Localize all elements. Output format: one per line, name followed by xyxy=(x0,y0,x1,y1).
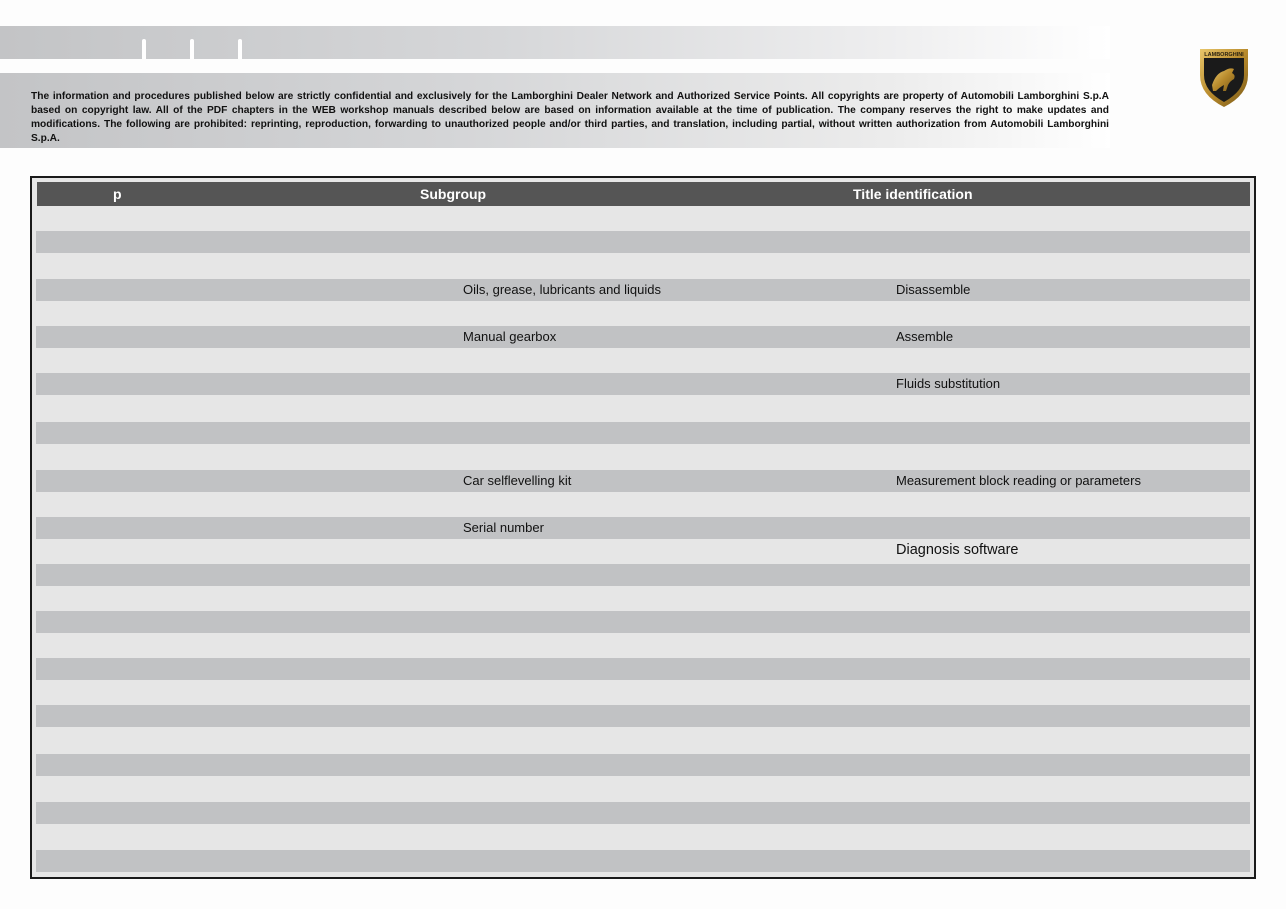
table-row xyxy=(36,850,1250,872)
header-tick xyxy=(142,39,146,59)
table-row xyxy=(36,422,1250,444)
title-cell[interactable]: Disassemble xyxy=(896,282,971,297)
table-row xyxy=(36,326,1250,348)
table-row xyxy=(36,658,1250,680)
table-row xyxy=(36,373,1250,395)
table-row xyxy=(36,517,1250,539)
table-row xyxy=(36,754,1250,776)
table-row xyxy=(36,611,1250,633)
header-band xyxy=(0,26,1110,59)
subgroup-cell[interactable]: Manual gearbox xyxy=(463,329,557,344)
header-tick xyxy=(190,39,194,59)
lamborghini-shield-icon xyxy=(1196,45,1252,109)
table-row xyxy=(36,540,1250,562)
header-tick xyxy=(238,39,242,59)
table-row xyxy=(36,564,1250,586)
subgroup-cell[interactable]: Oils, grease, lubricants and liquids xyxy=(463,282,661,297)
lamborghini-logo xyxy=(1196,45,1252,109)
notice-text: The information and procedures published below are strictly confidential and exclusively for the Lamborghini Dealer Network and Authorized Service Points. All copyrights are property of Automobili Lamborghini S.p.A based on copyright law. All of the PDF chapters in the WEB workshop manuals described below are based on information available at the time of publication. The company reserves the right to make updates and modifications. The following are prohibited: reprinting, reproduction, forwarding to unauthorized people and/or third parties, and translation, including partial, without written authorization from Automobili Lamborghini S.p.A. xyxy=(31,91,1109,144)
column-header-group: p xyxy=(113,186,122,202)
column-header-subgroup: Subgroup xyxy=(420,186,487,202)
title-cell[interactable]: Assemble xyxy=(896,329,954,344)
table-row xyxy=(36,802,1250,824)
subgroup-cell[interactable]: Car selflevelling kit xyxy=(463,473,572,488)
table-row xyxy=(36,470,1250,492)
index-table xyxy=(30,176,1256,879)
logo-wordmark: LAMBORGHINI xyxy=(1204,52,1244,58)
confidentiality-notice xyxy=(0,73,1110,148)
table-row xyxy=(36,279,1250,301)
title-cell[interactable]: Measurement block reading or parameters xyxy=(896,473,1141,488)
table-header xyxy=(37,182,1250,206)
title-cell[interactable]: Fluids substitution xyxy=(896,376,1001,391)
table-row xyxy=(36,705,1250,727)
subgroup-cell[interactable]: Serial number xyxy=(463,520,544,535)
table-row xyxy=(36,231,1250,253)
column-header-title: Title identification xyxy=(853,186,973,202)
title-cell[interactable]: Diagnosis software xyxy=(896,542,1019,558)
